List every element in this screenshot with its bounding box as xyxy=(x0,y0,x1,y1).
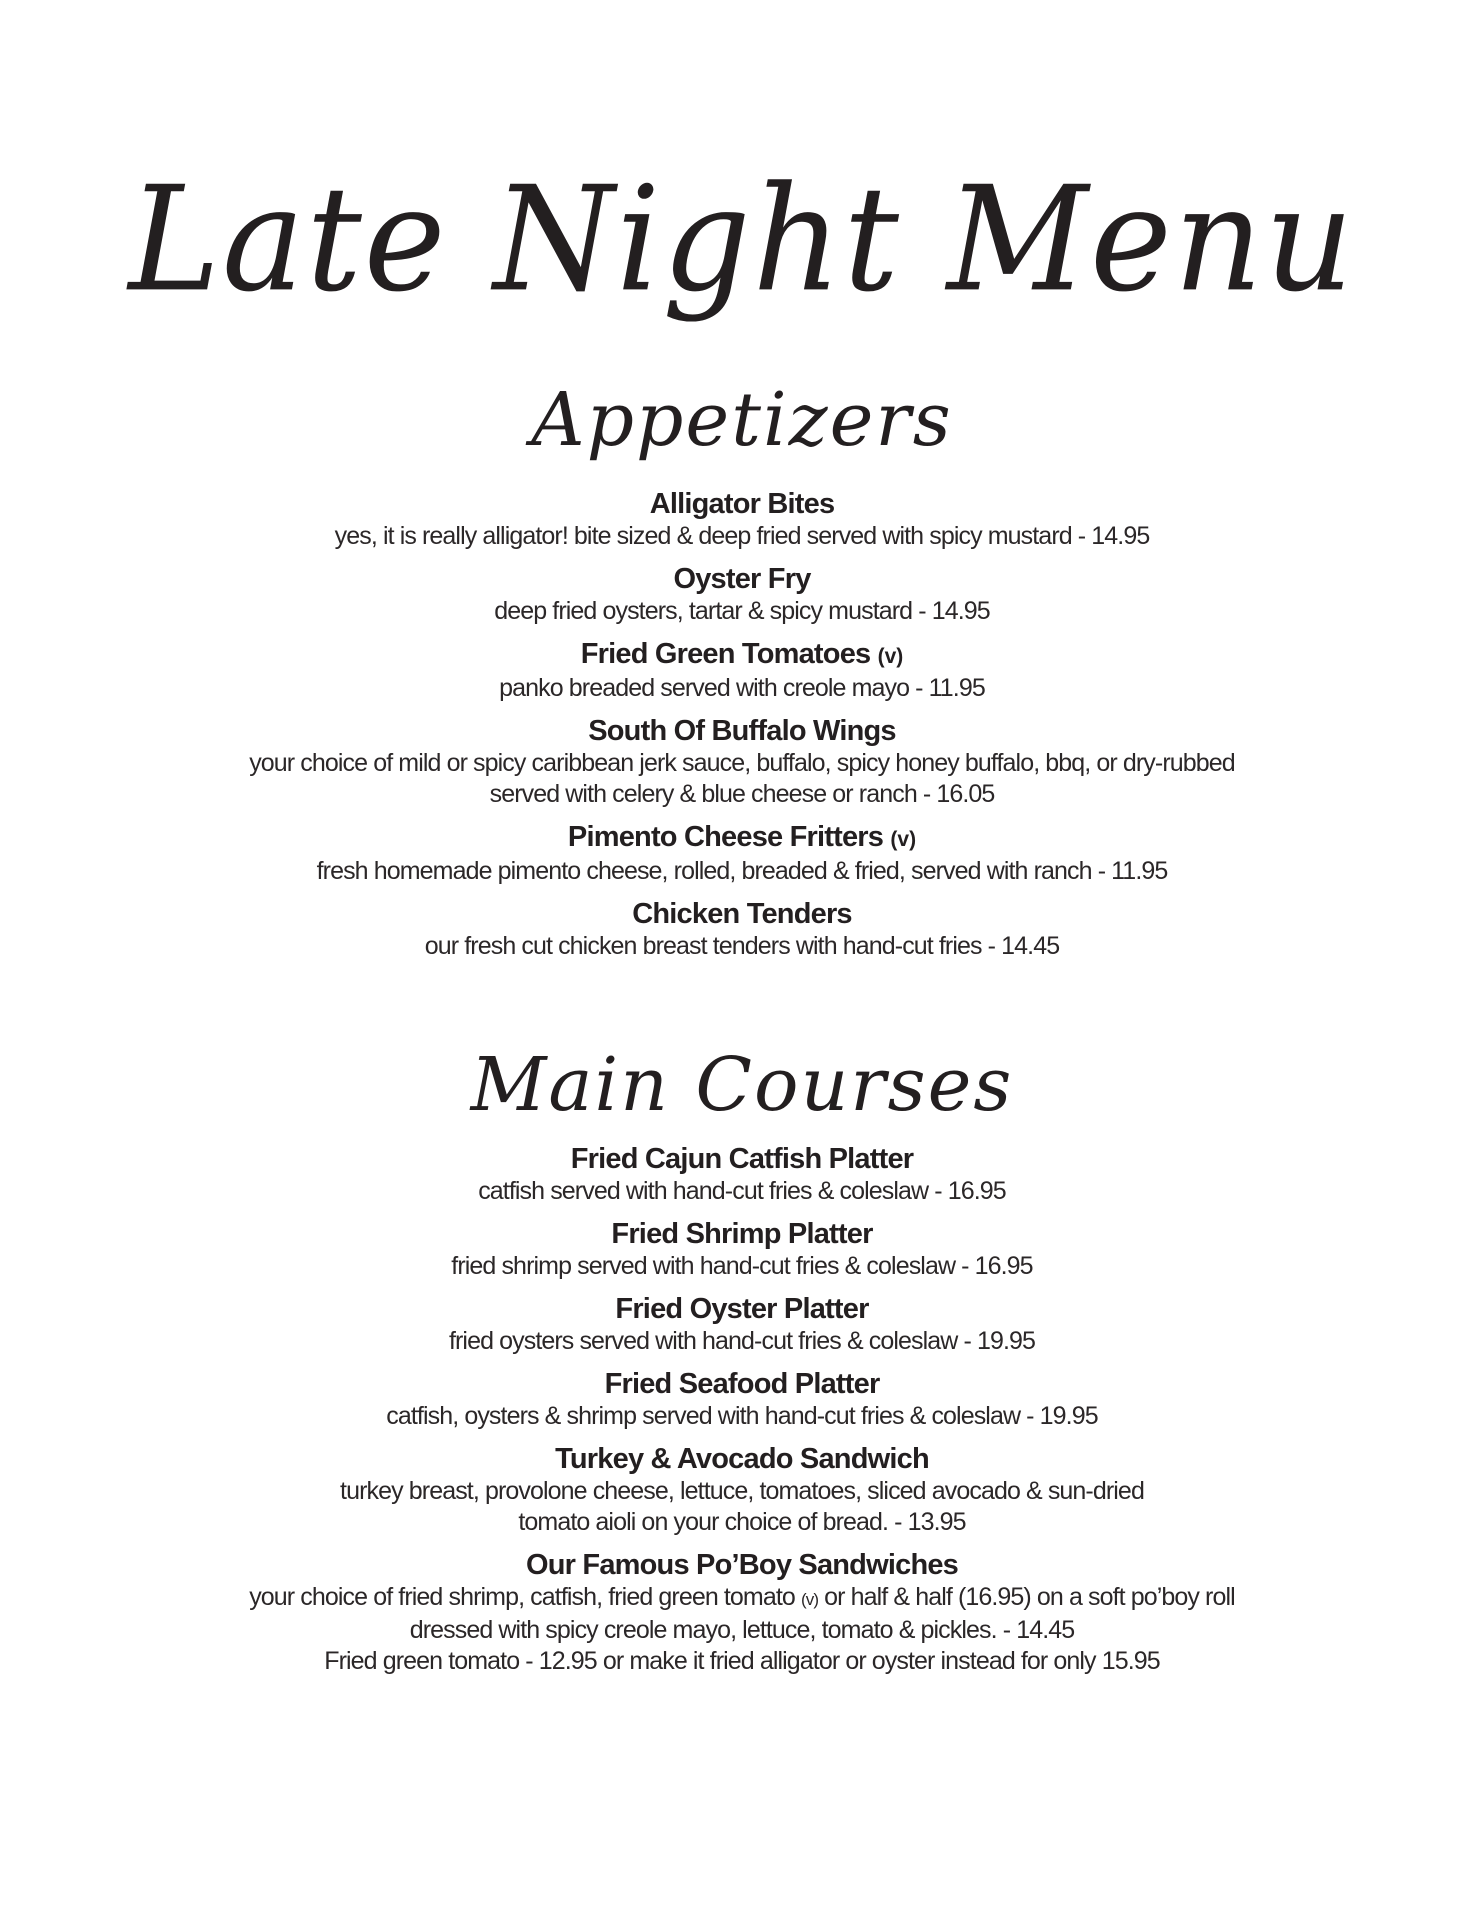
description-text: or half & half (16.95) on a soft po’boy roll xyxy=(818,1583,1235,1611)
item-name-row xyxy=(0,638,1484,673)
menu-title: Late Night Menu xyxy=(128,154,1356,324)
item-description: yes, it is really alligator! bite sized & deep fried served with spicy mustard - 14.95 xyxy=(334,522,1150,550)
menu-item xyxy=(0,563,1484,627)
menu-item xyxy=(0,1549,1484,1677)
vegetarian-tag: (v) xyxy=(800,1590,819,1609)
item-name: Fried Seafood Platter xyxy=(604,1368,880,1400)
menu-item xyxy=(0,1443,1484,1538)
menu-item xyxy=(0,715,1484,810)
item-description xyxy=(0,748,1484,810)
description-text: your choice of fried shrimp, catfish, fried green tomato xyxy=(249,1583,801,1611)
item-description: catfish served with hand-cut fries & coleslaw - 16.95 xyxy=(478,1177,1006,1205)
menu-item xyxy=(0,1368,1484,1432)
item-name: Pimento Cheese Fritters xyxy=(567,821,884,853)
item-name: Fried Oyster Platter xyxy=(615,1293,869,1325)
item-name: Fried Shrimp Platter xyxy=(611,1218,873,1250)
section-title-main-courses: Main Courses xyxy=(470,1042,1014,1128)
item-name: Alligator Bites xyxy=(649,488,835,520)
description-line: your choice of mild or spicy caribbean jerk sauce, buffalo, spicy honey buffalo, bbq, or dry-rubbed xyxy=(249,749,1235,777)
item-description: fresh homemade pimento cheese, rolled, breaded & fried, served with ranch - 11.95 xyxy=(316,857,1168,885)
description-line: tomato aioli on your choice of bread. - 13.95 xyxy=(518,1508,966,1536)
menu-item xyxy=(0,898,1484,962)
menu-item xyxy=(0,1218,1484,1282)
item-description: our fresh cut chicken breast tenders with hand-cut fries - 14.45 xyxy=(424,932,1060,960)
main-courses-list xyxy=(0,1143,1484,1688)
item-name: Oyster Fry xyxy=(673,563,811,595)
item-name: Fried Green Tomatoes xyxy=(580,638,871,670)
item-description: catfish, oysters & shrimp served with hand-cut fries & coleslaw - 19.95 xyxy=(386,1402,1098,1430)
item-name: Our Famous Po’Boy Sandwiches xyxy=(525,1549,959,1581)
section-title-appetizers: Appetizers xyxy=(531,377,953,463)
description-line: turkey breast, provolone cheese, lettuce, tomatoes, sliced avocado & sun-dried xyxy=(340,1477,1144,1505)
item-description: deep fried oysters, tartar & spicy mustard - 14.95 xyxy=(494,597,990,625)
item-description xyxy=(0,1582,1484,1677)
description-line xyxy=(0,1582,1484,1615)
item-description: fried shrimp served with hand-cut fries & coleslaw - 16.95 xyxy=(451,1252,1033,1280)
item-description xyxy=(0,1476,1484,1538)
item-name: Turkey & Avocado Sandwich xyxy=(555,1443,929,1475)
description-line: Fried green tomato - 12.95 or make it fried alligator or oyster instead for only 15.95 xyxy=(324,1647,1160,1675)
menu-item xyxy=(0,1143,1484,1207)
appetizers-list xyxy=(0,488,1484,973)
menu-item xyxy=(0,1293,1484,1357)
item-name-row xyxy=(0,821,1484,856)
description-line: dressed with spicy creole mayo, lettuce, tomato & pickles. - 14.45 xyxy=(409,1616,1075,1644)
item-name: Chicken Tenders xyxy=(632,898,852,930)
item-description: fried oysters served with hand-cut fries & coleslaw - 19.95 xyxy=(448,1327,1036,1355)
item-name: Fried Cajun Catfish Platter xyxy=(570,1143,914,1175)
item-description: panko breaded served with creole mayo - 11.95 xyxy=(499,674,985,702)
menu-item xyxy=(0,821,1484,887)
menu-item xyxy=(0,488,1484,552)
vegetarian-tag: (v) xyxy=(877,645,904,668)
menu-item xyxy=(0,638,1484,704)
vegetarian-tag: (v) xyxy=(890,828,917,851)
item-name: South Of Buffalo Wings xyxy=(588,715,896,747)
description-line: served with celery & blue cheese or ranch - 16.05 xyxy=(489,780,995,808)
